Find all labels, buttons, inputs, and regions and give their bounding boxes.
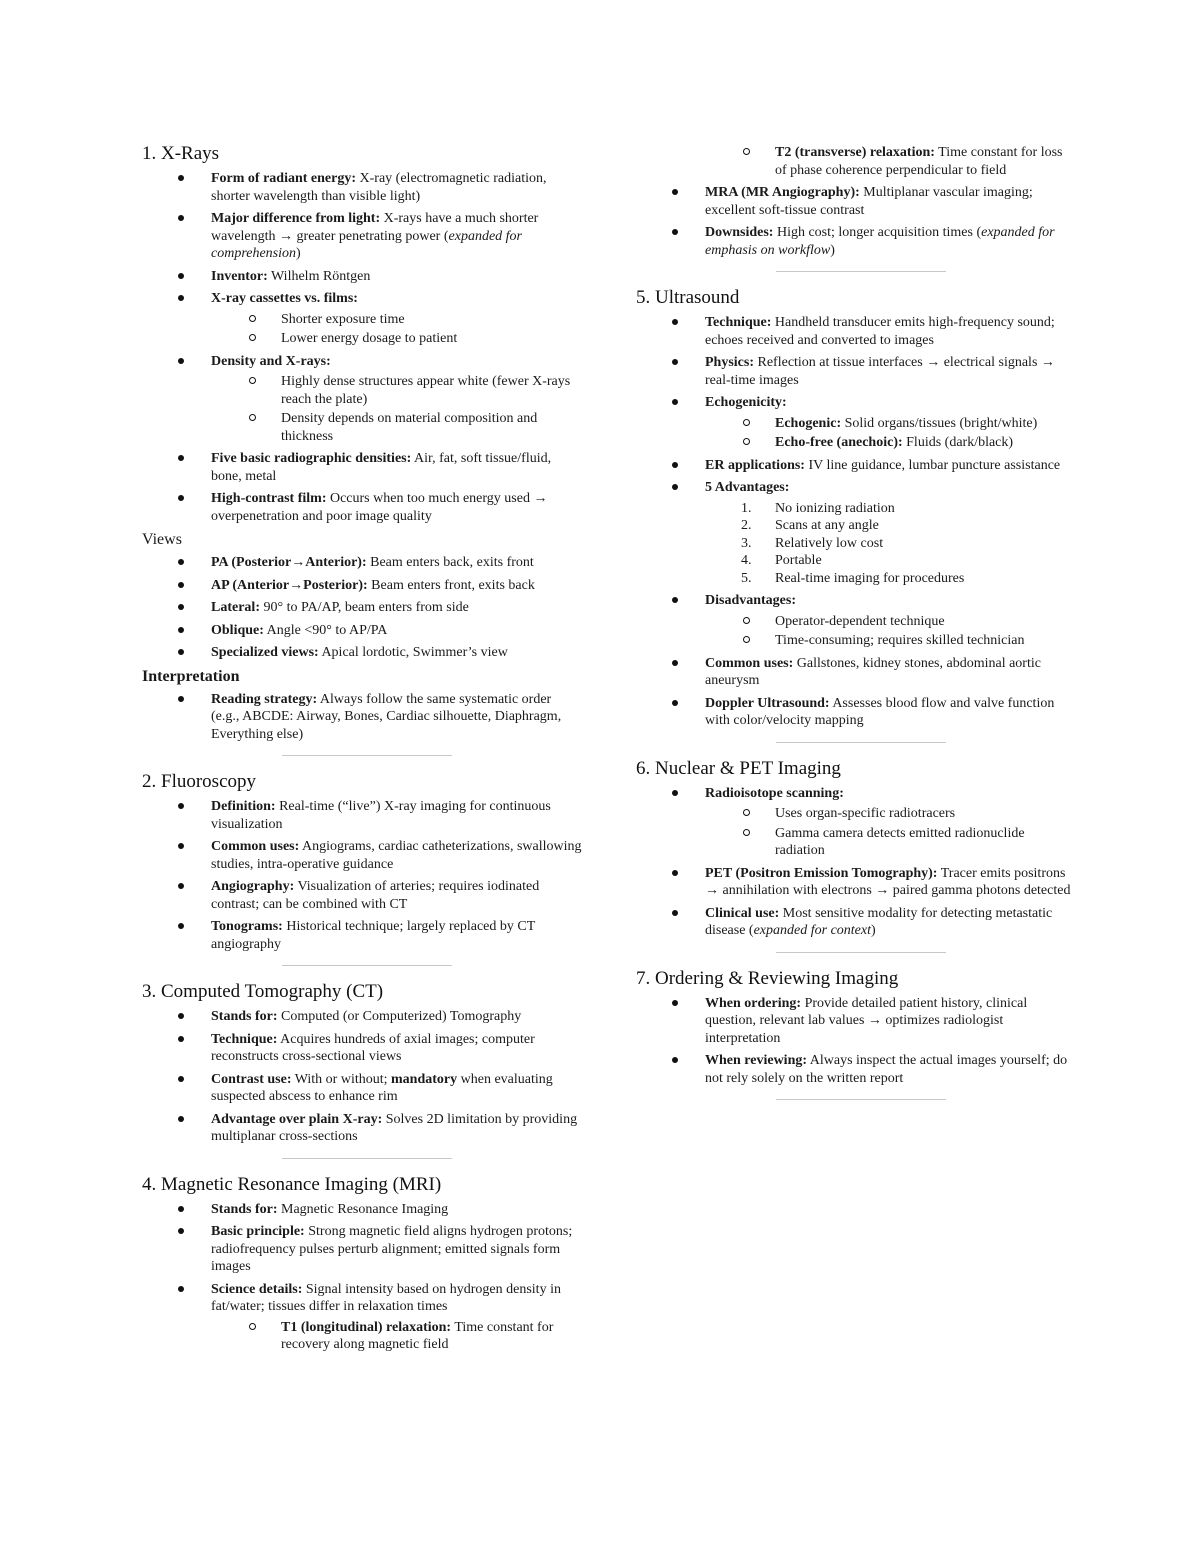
section-divider	[282, 1158, 452, 1159]
circle-bullet-icon	[249, 377, 256, 384]
item-text: Air, fat, soft tissue/fluid, bone, metal	[211, 451, 552, 484]
bullet-icon	[178, 1013, 184, 1019]
bullet-icon	[672, 399, 678, 405]
list-item	[636, 224, 1076, 259]
list-item	[142, 1008, 582, 1026]
ordering-list	[636, 995, 1076, 1088]
list-item	[636, 865, 1076, 900]
item-text: Always follow the same systematic order (e.g., ABCDE: Airway, Bones, Cardiac silhouette, Diaphragm, Everything else)	[211, 691, 562, 742]
item-label: High-contrast film:	[211, 491, 327, 506]
list-item	[636, 592, 1076, 650]
cassettes-sublist	[211, 311, 582, 348]
sublist-item	[636, 144, 1076, 179]
bullet-icon	[178, 803, 184, 809]
item-label: Clinical use:	[705, 905, 780, 921]
item-text: Assesses blood flow and valve function with color/velocity mapping	[705, 695, 1055, 728]
item-text: Computed (or Computerized) Tomography	[277, 1009, 522, 1024]
circle-bullet-icon	[249, 414, 256, 421]
item-text: With or without;	[291, 1071, 392, 1087]
sub-label: T2 (transverse) relaxation:	[775, 145, 935, 160]
interpretation-heading: Interpretation	[142, 667, 240, 685]
sub-text: Portable	[775, 553, 822, 568]
bullet-icon	[178, 604, 184, 610]
bullet-icon	[178, 175, 184, 181]
list-item	[142, 798, 582, 833]
sub-text: Solid organs/tissues (bright/white)	[841, 415, 1038, 431]
sublist-item	[142, 373, 582, 408]
bullet-icon	[672, 189, 678, 195]
sub-text: No ionizing radiation	[775, 500, 895, 516]
nuclear-list	[636, 785, 1076, 940]
item-label: Advantage over plain X-ray:	[211, 1111, 383, 1127]
science-sublist-continued	[705, 144, 1076, 179]
item-text: Beam enters back, exits front	[366, 555, 534, 570]
bullet-icon	[178, 883, 184, 889]
bullet-icon	[178, 455, 184, 461]
item-text: Wilhelm Röntgen	[267, 268, 371, 284]
item-text: )	[871, 923, 876, 938]
list-item	[142, 290, 582, 348]
list-item	[142, 622, 582, 640]
item-label: Disadvantages:	[705, 593, 797, 608]
item-label: Echogenicity:	[705, 395, 787, 410]
list-item	[636, 184, 1076, 219]
list-item	[636, 655, 1076, 690]
item-text: Multiplanar vascular imaging; excellent soft-tissue contrast	[705, 185, 1033, 218]
list-item	[142, 878, 582, 913]
item-label: When reviewing:	[705, 1053, 808, 1068]
item-label: MRA (MR Angiography):	[705, 185, 860, 200]
item-text: Apical lordotic, Swimmer’s view	[318, 645, 508, 660]
item-label: Lateral:	[211, 600, 260, 615]
item-text: X-ray (electromagnetic radiation, shorter wavelength than visible light)	[211, 171, 547, 204]
section-divider	[282, 965, 452, 966]
mri-continued-list	[636, 144, 1076, 259]
circle-bullet-icon	[743, 636, 750, 643]
fluoroscopy-list	[142, 798, 582, 953]
item-label: Major difference from light:	[211, 211, 381, 226]
item-number: 2.	[741, 518, 752, 533]
section-divider	[776, 1099, 946, 1100]
circle-bullet-icon	[743, 617, 750, 624]
section-title-xrays: 1. X-Rays	[142, 143, 220, 164]
bullet-icon	[178, 1228, 184, 1234]
sublist-item	[636, 825, 1076, 860]
item-number: 5.	[741, 570, 752, 586]
list-item	[142, 1281, 582, 1354]
item-number: 4.	[741, 553, 752, 568]
sub-text: Shorter exposure time	[281, 311, 405, 327]
section-title-nuclear-pet: 6. Nuclear & PET Imaging	[636, 757, 841, 779]
numbered-item	[636, 500, 1076, 518]
bullet-icon	[672, 319, 678, 325]
bullet-icon	[672, 359, 678, 365]
section-title-ultrasound: 5. Ultrasound	[636, 287, 740, 308]
circle-bullet-icon	[743, 829, 750, 836]
sublist-item	[636, 434, 1076, 452]
section-title-ct: 3. Computed Tomography (CT)	[142, 981, 384, 1002]
item-label: Tonograms:	[211, 919, 283, 934]
science-sublist	[211, 1319, 582, 1354]
bullet-icon	[178, 1036, 184, 1042]
item-label: Technique:	[705, 315, 772, 330]
item-text: )	[830, 242, 835, 258]
item-number: 3.	[741, 535, 752, 551]
section-title-mri: 4. Magnetic Resonance Imaging (MRI)	[142, 1173, 442, 1195]
sub-text: Density depends on material composition and thickness	[281, 411, 538, 444]
list-item	[142, 1071, 582, 1106]
disadvantages-sublist	[705, 613, 1076, 650]
list-item	[142, 644, 582, 662]
sub-text: Gamma camera detects emitted radionuclide radiation	[775, 825, 1025, 858]
list-item	[142, 838, 582, 873]
bullet-icon	[178, 843, 184, 849]
sub-text: Scans at any angle	[775, 518, 879, 533]
list-item	[636, 995, 1076, 1048]
item-label: Inventor:	[211, 268, 268, 284]
item-text: Solves 2D limitation by providing multiplanar cross-sections	[211, 1111, 578, 1144]
sub-text: Highly dense structures appear white (fewer X-rays reach the plate)	[281, 374, 571, 407]
item-text: Handheld transducer emits high-frequency sound; echoes received and converted to images	[705, 315, 1055, 348]
sub-text: Operator-dependent technique	[775, 613, 945, 629]
list-item	[636, 1052, 1076, 1087]
item-label: Form of radiant energy:	[211, 171, 357, 186]
sublist-item	[142, 1319, 582, 1354]
circle-bullet-icon	[743, 438, 750, 445]
views-list	[142, 554, 582, 662]
item-label: Stands for:	[211, 1201, 278, 1217]
sub-text: Time constant for loss of phase coherence perpendicular to field	[775, 145, 1063, 178]
numbered-item	[636, 570, 1076, 588]
item-label: AP (Anterior→Posterior):	[211, 577, 368, 593]
item-label: Oblique:	[211, 622, 264, 638]
advantages-sublist	[705, 500, 1076, 588]
bullet-icon	[672, 597, 678, 603]
right-column	[636, 142, 1076, 1114]
item-label: Science details:	[211, 1281, 303, 1297]
bullet-icon	[178, 649, 184, 655]
list-item	[636, 354, 1076, 389]
numbered-item	[636, 535, 1076, 553]
list-item	[142, 1111, 582, 1146]
item-number: 1.	[741, 500, 752, 516]
bullet-icon	[178, 559, 184, 565]
item-label: 5 Advantages:	[705, 480, 790, 495]
bullet-icon	[178, 923, 184, 929]
bullet-icon	[178, 273, 184, 279]
list-item	[636, 144, 1076, 179]
list-item	[636, 457, 1076, 475]
list-item	[636, 394, 1076, 452]
item-label: Angiography:	[211, 879, 295, 894]
bullet-icon	[672, 910, 678, 916]
bullet-icon	[178, 358, 184, 364]
views-heading: Views	[142, 531, 182, 548]
bullet-icon	[178, 627, 184, 633]
section-divider	[776, 742, 946, 743]
item-label: Downsides:	[705, 225, 774, 240]
sub-label: T1 (longitudinal) relaxation:	[281, 1319, 452, 1335]
item-label: ER applications:	[705, 457, 805, 473]
item-text: Magnetic Resonance Imaging	[277, 1201, 449, 1217]
item-text: High cost; longer acquisition times (	[773, 225, 982, 240]
sublist-item	[142, 311, 582, 329]
item-label: X-ray cassettes vs. films:	[211, 291, 358, 306]
sub-label: Echogenic:	[775, 415, 842, 431]
ct-list	[142, 1008, 582, 1146]
item-label-emphasis: mandatory	[391, 1071, 458, 1087]
list-item	[636, 785, 1076, 860]
bullet-icon	[178, 215, 184, 221]
item-label: Reading strategy:	[211, 691, 318, 707]
list-item	[142, 450, 582, 485]
item-text: Reflection at tissue interfaces → electrical signals → real-time images	[705, 355, 1055, 388]
circle-bullet-icon	[249, 315, 256, 322]
sub-text: Uses organ-specific radiotracers	[775, 806, 956, 821]
echogenicity-sublist	[705, 415, 1076, 452]
item-label: Radioisotope scanning:	[705, 785, 844, 801]
bullet-icon	[178, 1116, 184, 1122]
item-italic: expanded for comprehension	[211, 228, 522, 261]
list-item	[636, 314, 1076, 349]
xrays-list	[142, 170, 582, 525]
item-text: X-rays have a much shorter wavelength → greater penetrating power (	[211, 211, 539, 244]
sub-label: Echo-free (anechoic):	[775, 435, 903, 450]
item-label: Common uses:	[211, 839, 300, 854]
item-text: )	[296, 246, 301, 261]
bullet-icon	[178, 1286, 184, 1292]
item-label: Stands for:	[211, 1009, 278, 1024]
bullet-icon	[178, 582, 184, 588]
item-label: Common uses:	[705, 655, 794, 671]
list-item	[142, 268, 582, 286]
sub-text: Time-consuming; requires skilled technician	[775, 633, 1025, 648]
interpretation-list	[142, 691, 582, 744]
item-label: Physics:	[705, 355, 754, 370]
bullet-icon	[672, 462, 678, 468]
item-text: Real-time (“live”) X-ray imaging for continuous visualization	[211, 799, 551, 832]
numbered-item	[636, 517, 1076, 535]
item-label: Definition:	[211, 799, 276, 814]
list-item	[142, 1031, 582, 1066]
item-text: Angle <90° to AP/PA	[263, 622, 388, 638]
item-italic: expanded for emphasis on workflow	[705, 225, 1055, 258]
bullet-icon	[672, 229, 678, 235]
sub-text: Real-time imaging for procedures	[775, 570, 965, 586]
item-text: Always inspect the actual images yourself; do not rely solely on the written report	[705, 1053, 1068, 1086]
bullet-icon	[178, 495, 184, 501]
item-label: Five basic radiographic densities:	[211, 451, 412, 466]
list-item	[142, 599, 582, 617]
sub-text: Lower energy dosage to patient	[281, 331, 458, 346]
item-text: Gallstones, kidney stones, abdominal aortic aneurysm	[705, 655, 1041, 688]
circle-bullet-icon	[249, 1323, 256, 1330]
item-label: Density and X-rays:	[211, 353, 331, 369]
list-item	[142, 577, 582, 595]
bullet-icon	[672, 660, 678, 666]
item-label: Doppler Ultrasound:	[705, 695, 830, 711]
left-column	[142, 142, 582, 1359]
section-divider	[776, 271, 946, 272]
item-label: Specialized views:	[211, 645, 319, 660]
item-text: Signal intensity based on hydrogen density in fat/water; tissues differ in relaxation times	[211, 1281, 561, 1314]
list-item	[636, 695, 1076, 730]
item-text: 90° to PA/AP, beam enters from side	[259, 600, 469, 615]
list-item	[142, 1223, 582, 1276]
list-item	[142, 918, 582, 953]
radioisotope-sublist	[705, 805, 1076, 860]
bullet-icon	[178, 1076, 184, 1082]
list-item	[142, 1201, 582, 1219]
mri-list	[142, 1201, 582, 1354]
circle-bullet-icon	[743, 809, 750, 816]
item-text: Acquires hundreds of axial images; computer reconstructs cross-sectional views	[211, 1031, 535, 1064]
item-label: When ordering:	[705, 995, 802, 1011]
section-title-ordering: 7. Ordering & Reviewing Imaging	[636, 967, 899, 989]
section-divider	[282, 755, 452, 756]
sublist-item	[636, 632, 1076, 650]
item-text: Strong magnetic field aligns hydrogen protons; radiofrequency pulses perturb alignment; emitted signals form images	[211, 1224, 573, 1274]
item-text: Occurs when too much energy used → overpenetration and poor image quality	[211, 491, 548, 524]
list-item	[636, 905, 1076, 940]
circle-bullet-icon	[743, 148, 750, 155]
item-text: Most sensitive modality for detecting metastatic disease (	[705, 905, 1053, 938]
item-text: Beam enters front, exits back	[367, 577, 535, 593]
sublist-item	[636, 805, 1076, 823]
item-label: Contrast use:	[211, 1071, 292, 1087]
sublist-item	[142, 330, 582, 348]
list-item	[142, 170, 582, 205]
bullet-icon	[178, 1206, 184, 1212]
item-text: Visualization of arteries; requires iodinated contrast; can be combined with CT	[211, 879, 540, 912]
bullet-icon	[672, 1000, 678, 1006]
item-italic: expanded for context	[753, 923, 871, 938]
list-item	[142, 210, 582, 263]
sub-text: Time constant for recovery along magnetic field	[281, 1319, 554, 1352]
ultrasound-list	[636, 314, 1076, 730]
bullet-icon	[178, 295, 184, 301]
item-label: Basic principle:	[211, 1224, 305, 1239]
bullet-icon	[178, 696, 184, 702]
sub-text: Fluids (dark/black)	[902, 435, 1014, 450]
item-text: Historical technique; largely replaced by CT angiography	[211, 919, 536, 952]
item-label: Technique:	[211, 1031, 278, 1047]
bullet-icon	[672, 790, 678, 796]
list-item	[636, 479, 1076, 587]
bullet-icon	[672, 700, 678, 706]
sub-text: Relatively low cost	[775, 535, 884, 551]
item-text: IV line guidance, lumbar puncture assistance	[804, 457, 1061, 473]
numbered-item	[636, 552, 1076, 570]
section-title-fluoroscopy: 2. Fluoroscopy	[142, 771, 256, 792]
list-item	[142, 691, 582, 744]
list-item	[142, 490, 582, 525]
circle-bullet-icon	[743, 419, 750, 426]
item-text: Provide detailed patient history, clinical question, relevant lab values → optimizes radiologist interpretation	[705, 995, 1028, 1046]
sublist-item	[142, 410, 582, 445]
sublist-item	[636, 613, 1076, 631]
item-text: Angiograms, cardiac catheterizations, swallowing studies, intra-operative guidance	[211, 839, 582, 872]
item-label: PA (Posterior→Anterior):	[211, 555, 367, 570]
bullet-icon	[672, 870, 678, 876]
section-divider	[776, 952, 946, 953]
item-label: PET (Positron Emission Tomography):	[705, 865, 938, 881]
bullet-icon	[672, 1057, 678, 1063]
list-item	[142, 554, 582, 572]
list-item	[142, 353, 582, 446]
item-text: when evaluating suspected abscess to enhance rim	[211, 1071, 553, 1104]
circle-bullet-icon	[249, 334, 256, 341]
sublist-item	[636, 415, 1076, 433]
item-text: Tracer emits positrons → annihilation with electrons → paired gamma photons detected	[705, 865, 1071, 898]
density-sublist	[211, 373, 582, 445]
bullet-icon	[672, 484, 678, 490]
